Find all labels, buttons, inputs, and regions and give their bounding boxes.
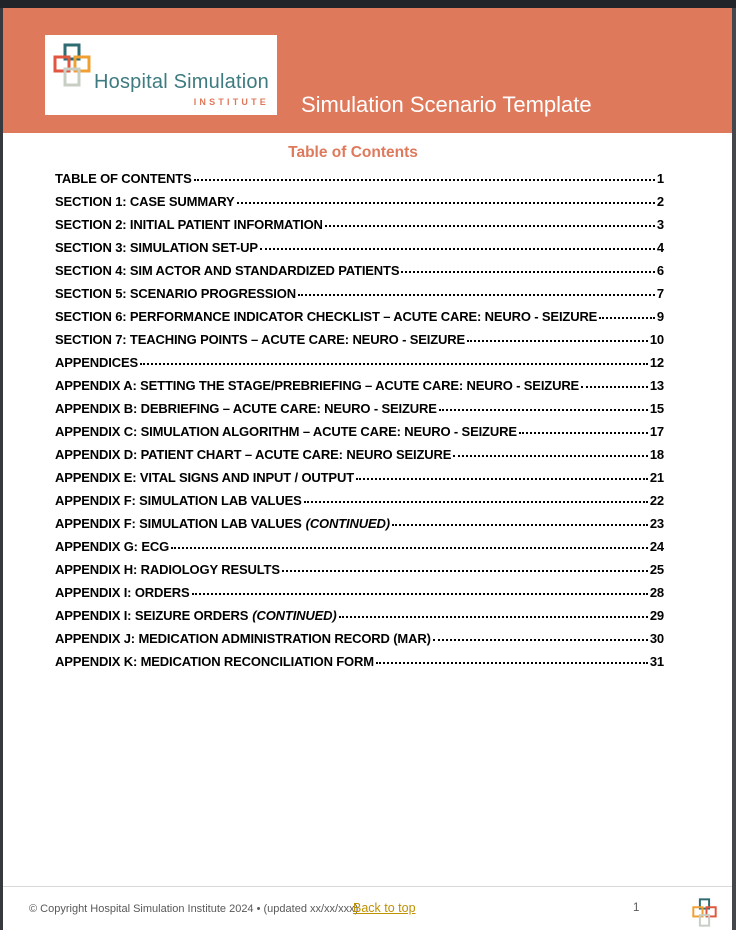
toc-dot-leader [304,501,648,503]
toc-entry-label: SECTION 1: CASE SUMMARY [55,194,235,209]
toc-entry[interactable] [55,585,664,608]
toc-dot-leader [453,455,648,457]
toc-entry[interactable] [55,562,664,585]
toc-entry-label: SECTION 6: PERFORMANCE INDICATOR CHECKLIST – ACUTE CARE: NEURO - SEIZURE [55,309,598,324]
toc-dot-leader [298,294,655,296]
toc-heading: Table of Contents [288,144,418,161]
page-right-edge [732,8,736,930]
toc-dot-leader [282,570,648,572]
toc-page-number: 18 [649,447,664,462]
toc-entry-label: APPENDIX A: SETTING THE STAGE/PREBRIEFING – ACUTE CARE: NEURO - SEIZURE [55,378,580,393]
toc-page-number: 7 [656,286,664,301]
logo-subtitle: INSTITUTE [193,97,269,107]
toc-entry[interactable] [55,286,664,309]
toc-entry[interactable] [55,424,664,447]
toc-dot-leader [260,248,655,250]
toc-dot-leader [192,593,648,595]
toc-entry[interactable] [55,608,664,631]
toc-entry-label: APPENDIX I: ORDERS [55,585,190,600]
toc-entry[interactable] [55,355,664,378]
table-of-contents [55,171,664,677]
toc-dot-leader [519,432,648,434]
toc-dot-leader [339,616,648,618]
toc-page-number: 10 [649,332,664,347]
toc-page-number: 3 [656,217,664,232]
toc-entry[interactable] [55,378,664,401]
toc-entry[interactable] [55,309,664,332]
toc-dot-leader [433,639,648,641]
toc-page-number: 17 [649,424,664,439]
toc-dot-leader [376,662,648,664]
toc-dot-leader [392,524,648,526]
document-title: Simulation Scenario Template [301,92,592,117]
toc-entry[interactable] [55,447,664,470]
toc-entry[interactable] [55,539,664,562]
toc-entry[interactable] [55,217,664,240]
toc-entry-label: APPENDIX K: MEDICATION RECONCILIATION FORM [55,654,374,669]
toc-dot-leader [194,179,655,181]
toc-page-number: 21 [649,470,664,485]
toc-entry[interactable] [55,263,664,286]
toc-page-number: 2 [656,194,664,209]
toc-entry[interactable] [55,332,664,355]
toc-page-number: 13 [649,378,664,393]
toc-entry[interactable] [55,631,664,654]
toc-page-number: 25 [649,562,664,577]
toc-entry-label: SECTION 2: INITIAL PATIENT INFORMATION [55,217,323,232]
toc-entry[interactable] [55,654,664,677]
toc-entry-label: SECTION 5: SCENARIO PROGRESSION [55,286,296,301]
toc-entry-label: APPENDIX F: SIMULATION LAB VALUES [55,493,302,508]
toc-entry[interactable] [55,194,664,217]
toc-entry-label: APPENDIX J: MEDICATION ADMINISTRATION RECORD (MAR) [55,631,431,646]
institute-logo [45,35,277,115]
toc-dot-leader [325,225,655,227]
toc-entry-label: APPENDIX D: PATIENT CHART – ACUTE CARE: NEURO SEIZURE [55,447,452,462]
toc-page-number: 22 [649,493,664,508]
back-to-top-link[interactable]: Back to top [353,901,416,915]
toc-page-number: 6 [656,263,664,278]
toc-entry-label: APPENDIX F: SIMULATION LAB VALUES [55,516,302,531]
toc-dot-leader [401,271,655,273]
header-banner [3,8,732,133]
toc-entry[interactable] [55,171,664,194]
toc-entry-label: TABLE OF CONTENTS [55,171,192,186]
toc-entry-label: APPENDICES [55,355,139,370]
window-top-edge [0,0,736,8]
toc-entry[interactable] [55,516,664,539]
toc-entry-label: APPENDIX B: DEBRIEFING – ACUTE CARE: NEURO - SEIZURE [55,401,437,416]
toc-page-number: 4 [656,240,664,255]
toc-entry-label: SECTION 7: TEACHING POINTS – ACUTE CARE: NEURO - SEIZURE [55,332,466,347]
toc-entry[interactable] [55,493,664,516]
toc-entry-label-italic: (CONTINUED) [252,608,337,623]
toc-page-number: 29 [649,608,664,623]
toc-dot-leader [171,547,648,549]
toc-page-number: 24 [649,539,664,554]
toc-dot-leader [237,202,655,204]
toc-page-number: 9 [656,309,664,324]
toc-entry-label: APPENDIX E: VITAL SIGNS AND INPUT / OUTPUT [55,470,354,485]
toc-entry[interactable] [55,240,664,263]
toc-page-number: 28 [649,585,664,600]
copyright-text: © Copyright Hospital Simulation Institute 2024 • (updated xx/xx/xxx) [29,903,359,915]
hospital-cross-icon [53,43,91,87]
toc-page-number: 1 [656,171,664,186]
toc-dot-leader [439,409,648,411]
toc-dot-leader [581,386,648,388]
logo-name: Hospital Simulation [94,71,269,93]
toc-entry-label: SECTION 4: SIM ACTOR AND STANDARDIZED PATIENTS [55,263,400,278]
page-number: 1 [633,902,640,914]
toc-dot-leader [467,340,648,342]
toc-page-number: 23 [649,516,664,531]
logo-text [91,41,269,109]
toc-entry-label: APPENDIX I: SEIZURE ORDERS [55,608,249,623]
hospital-cross-icon [692,898,717,927]
toc-entry[interactable] [55,401,664,424]
toc-entry-label: APPENDIX C: SIMULATION ALGORITHM – ACUTE CARE: NEURO - SEIZURE [55,424,517,439]
toc-page-number: 31 [649,654,664,669]
toc-page-number: 12 [649,355,664,370]
toc-dot-leader [599,317,655,319]
toc-dot-leader [356,478,648,480]
toc-entry-label-italic: (CONTINUED) [305,516,390,531]
toc-page-number: 15 [649,401,664,416]
toc-dot-leader [140,363,648,365]
toc-entry[interactable] [55,470,664,493]
footer-divider [3,886,732,887]
toc-entry-label: APPENDIX H: RADIOLOGY RESULTS [55,562,280,577]
toc-entry-label: SECTION 3: SIMULATION SET-UP [55,240,258,255]
toc-page-number: 30 [649,631,664,646]
toc-entry-label: APPENDIX G: ECG [55,539,170,554]
